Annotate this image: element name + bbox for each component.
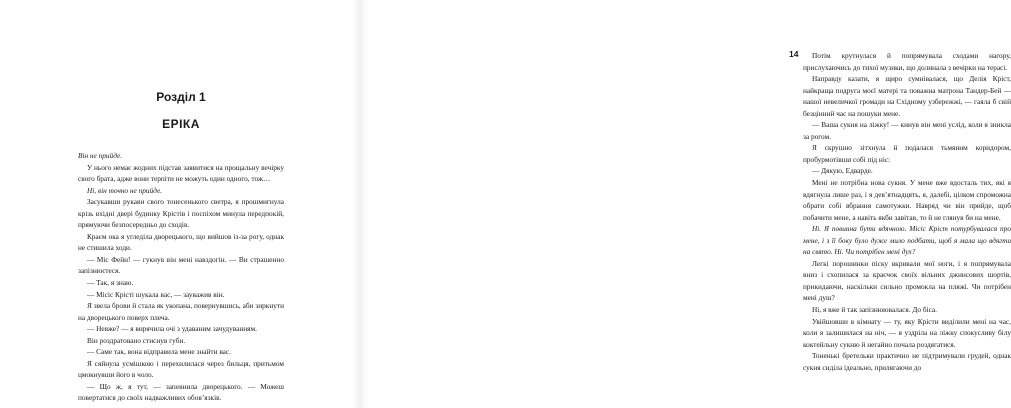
- paragraph: Краєм ока я угледіла дворецького, що вийшов із-за рогу, однак не стишила ходи.: [78, 231, 284, 253]
- paragraph: Він не прийде.: [78, 151, 123, 160]
- page-number: 14: [789, 49, 799, 59]
- paragraph: Я сяйнула усмішкою і перехилилася через бильця, притьмом цмокнувши його в чоло.: [78, 358, 284, 380]
- paragraph: Направду казати, я щиро сумнівалася, що Делія Кріст, найкраща подруга моєї матері та поважна матрона Тандер-Бей — нашої невеличкої громади на Східному узбережжі, — гаяла б свій безцінний час на пошуки мене.: [803, 74, 1011, 118]
- paragraph: Я звела брови й стала як укопана, повернувшись, аби зиркнути на дворецького поверх плеча.: [78, 301, 284, 322]
- paragraph: Легкі порошинки піску вкривали мої ноги, і я попрямувала вниз і схопилася за краєчок своїх вільних джинсових шортів, прикидаючи, наскільки сильно промокла на пляжі. Чи потрібен мені душ?: [803, 258, 1011, 303]
- left-page: [0, 0, 360, 408]
- paragraph: Потім крутнулася й попрямувала сходами нагору, прислухаючись до тихої музики, що долинала з вечірки на терасі.: [803, 51, 1011, 72]
- paragraph: — Ваша сукня на ліжку! — кинув він мені услід, коли я зникла за рогом.: [803, 120, 1011, 141]
- chapter-title: ЕРІКА: [162, 117, 200, 131]
- paragraph: — Дякую, Едварде.: [812, 166, 873, 176]
- paragraph: Я скрушно зітхнула й подалася тьмяним коридором, пробурмотівши собі під ніс:: [803, 143, 1011, 164]
- paragraph: — Місіс Крісті шукала вас, — зауважив він.: [87, 289, 225, 299]
- paragraph: — Саме так, вона відправила мене знайти вас.: [87, 347, 231, 357]
- paragraph: Він роздратовано стиснув губи.: [87, 335, 186, 345]
- paragraph: Засукавши рукави свого тонесенького светра, я прошмигнула крізь вхідні двері будинку Крістів і поспіхом минула передпокій, прямуючи безпосередньо до сходів.: [78, 197, 284, 230]
- paragraph: — Що ж, я тут, — запевнила дворецького. — Можеш повертатися до своїх надважливих обов’язків.: [78, 381, 284, 403]
- left-page-text: [78, 150, 284, 404]
- paragraph: Ні, він точно не прийде.: [87, 185, 163, 195]
- paragraph: Ні. Я повинна бути вдячною. Місіс Кріст потурбувалася про мене, і з її боку було дуже мило подбати, щоб я мала що вдягти на свято. Ні. Чи потрібен мені дух?: [803, 224, 1011, 257]
- paragraph: Увійшовши в кімнату — ту, яку Крісти виділили мені на час, коли я залишилася на ніч, — я уздріла на ліжку спокусливу білу коктейльну сукню й негайно почала роздягатися.: [803, 316, 1011, 349]
- paragraph: Мені не потрібна нова сукня. У мене вже вдосталь тих, які я вдягнула лише раз, і я дев’ятнадцять, я, далебі, цілком спроможна обрати собі вбрання самотужки. Навряд чи він прийде, щоб побачити мене, а навіть якби завітав, то й не глянув би на мене.: [803, 178, 1011, 222]
- paragraph: У нього немає жодних підстав заявитися на прощальну вечірку свого брата, адже вони терпіти не можуть один одного, тож…: [78, 162, 284, 184]
- paragraph: — Міс Фейн! — гукнув він мені навздогін. — Ви страшенно запізнюєтеся.: [78, 254, 284, 276]
- chapter-number: Розділ 1: [156, 90, 206, 104]
- paragraph: — Так, я знаю.: [87, 278, 134, 288]
- paragraph: Ні, я вже й так запізнюювалася. До біса.: [812, 305, 937, 315]
- paragraph: Тоненькі бретельки практично не підтримували грудей, однак сукня сиділа ідеально, прилягаючи до: [803, 351, 1011, 372]
- right-page: [360, 0, 1011, 408]
- right-page-text: [803, 50, 1011, 373]
- paragraph: — Невже? — я вирячила очі з удаваним зачудуванням.: [87, 324, 257, 334]
